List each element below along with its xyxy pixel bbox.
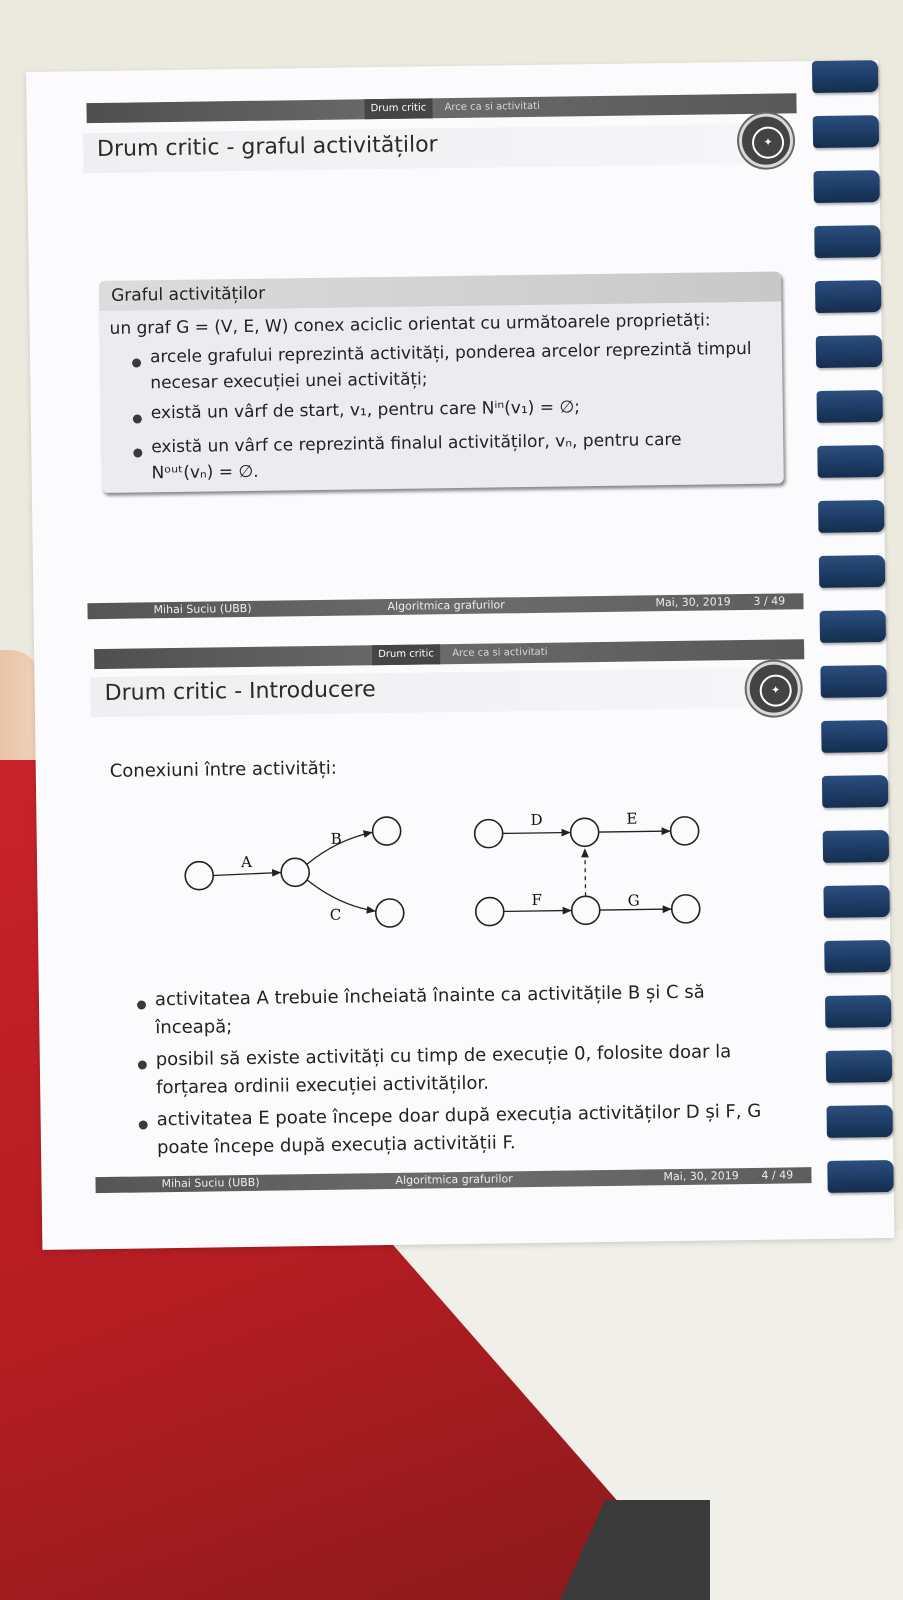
footer-author: Mihai Suciu (UBB) [161, 1175, 260, 1191]
bullet-line: există un vârf ce reprezintă finalul activităților, vₙ, pentru care [151, 429, 682, 458]
connections-intro: Conexiuni între activități: [109, 757, 337, 782]
label-g: G [627, 891, 640, 910]
bullet-icon [139, 1120, 148, 1129]
footer-title: Algoritmica grafurilor [395, 1172, 513, 1187]
footer-date: Mai, 30, 2019 [663, 1169, 739, 1184]
navbar-section: Drum critic [364, 98, 432, 119]
slide-title: Drum critic - graful activităților [96, 132, 438, 163]
spiral-binding [26, 60, 878, 72]
footer-author: Mihai Suciu (UBB) [153, 601, 252, 617]
slide-4 [34, 639, 852, 1200]
definition-block [99, 271, 784, 493]
bullet-line: poate începe după execuția activității F. [156, 1132, 516, 1159]
slide-navbar [86, 93, 796, 123]
node-circle [572, 896, 600, 924]
navbar-section: Drum critic [372, 644, 440, 665]
label-d: D [530, 810, 543, 830]
bullet-text [155, 979, 706, 1043]
edge-f [504, 910, 572, 911]
bullet-line: necesar execuției unei activități; [150, 369, 428, 394]
bullet-text [156, 1038, 732, 1102]
slide-3 [26, 93, 843, 624]
edge-c [307, 879, 375, 912]
bullet-icon [137, 1000, 146, 1009]
footer-title: Algoritmica grafurilor [387, 598, 505, 614]
bullet-text [156, 1098, 761, 1162]
edge-a [213, 873, 281, 876]
bullet-icon [133, 414, 142, 423]
footer-date: Mai, 30, 2019 [655, 595, 731, 610]
bullet-line: există un vârf de start, v₁, pentru care Nⁱⁿ(v₁) = ∅; [150, 397, 581, 424]
label-e: E [626, 809, 638, 828]
bullet-line: activitatea E poate începe doar după execuția activităților D și F, G [156, 1100, 762, 1131]
slide-footer [87, 593, 803, 619]
dummy-edge [585, 848, 586, 896]
bullet-line: Nᵒᵘᵗ(vₙ) = ∅. [151, 461, 259, 484]
bullet-text [151, 394, 581, 426]
slide-footer [95, 1167, 811, 1193]
slide-title: Drum critic - Introducere [104, 677, 376, 706]
bullet-line: posibil să existe activități cu timp de execuție 0, folosite doar la [155, 1041, 732, 1071]
footer-page: 4 / 49 [761, 1168, 794, 1182]
label-f: F [531, 890, 543, 910]
navbar-subsection: Arce ca si activitati [452, 646, 548, 660]
university-seal-icon: ✦ [739, 113, 794, 168]
title-bar [83, 124, 773, 174]
bullet-icon [138, 1060, 147, 1069]
bullet-line: înceapă; [155, 1016, 233, 1039]
bullet-line: activitatea A trebuie încheiată înainte ca activitățile B și C să [154, 981, 705, 1011]
node-circle [670, 817, 698, 845]
bullet-icon [132, 358, 141, 367]
node-circle [570, 818, 598, 846]
node-circle [372, 817, 400, 845]
bullet-text [151, 427, 682, 486]
footer-page: 3 / 49 [753, 594, 786, 608]
node-circle [281, 858, 309, 886]
activity-diagram [176, 808, 718, 956]
bullet-icon [133, 448, 142, 457]
university-seal-icon: ✦ [746, 661, 801, 716]
node-circle [672, 895, 700, 923]
bullet-line: forțarea ordinii execuției activităților. [156, 1072, 489, 1099]
navbar-subsection: Arce ca si activitati [444, 100, 540, 114]
node-circle [185, 861, 213, 889]
node-circle [476, 897, 504, 925]
label-b: B [330, 829, 342, 848]
bullet-line: arcele grafului reprezintă activități, ponderea arcelor reprezintă timpul [149, 338, 752, 368]
edge-d [503, 832, 571, 833]
block-intro: un graf G = (V, E, W) conex aciclic orientat cu următoarele proprietăți: [109, 310, 711, 339]
block-header [99, 271, 781, 311]
title-bar [90, 668, 780, 718]
node-circle [474, 819, 502, 847]
slide-navbar [94, 639, 804, 669]
label-a: A [240, 852, 253, 872]
node-circle [376, 899, 404, 927]
label-c: C [329, 905, 342, 924]
edge-e [599, 831, 671, 832]
printed-page [26, 60, 894, 1250]
bullet-text [150, 336, 752, 396]
block-title: Graful activităților [110, 283, 266, 306]
